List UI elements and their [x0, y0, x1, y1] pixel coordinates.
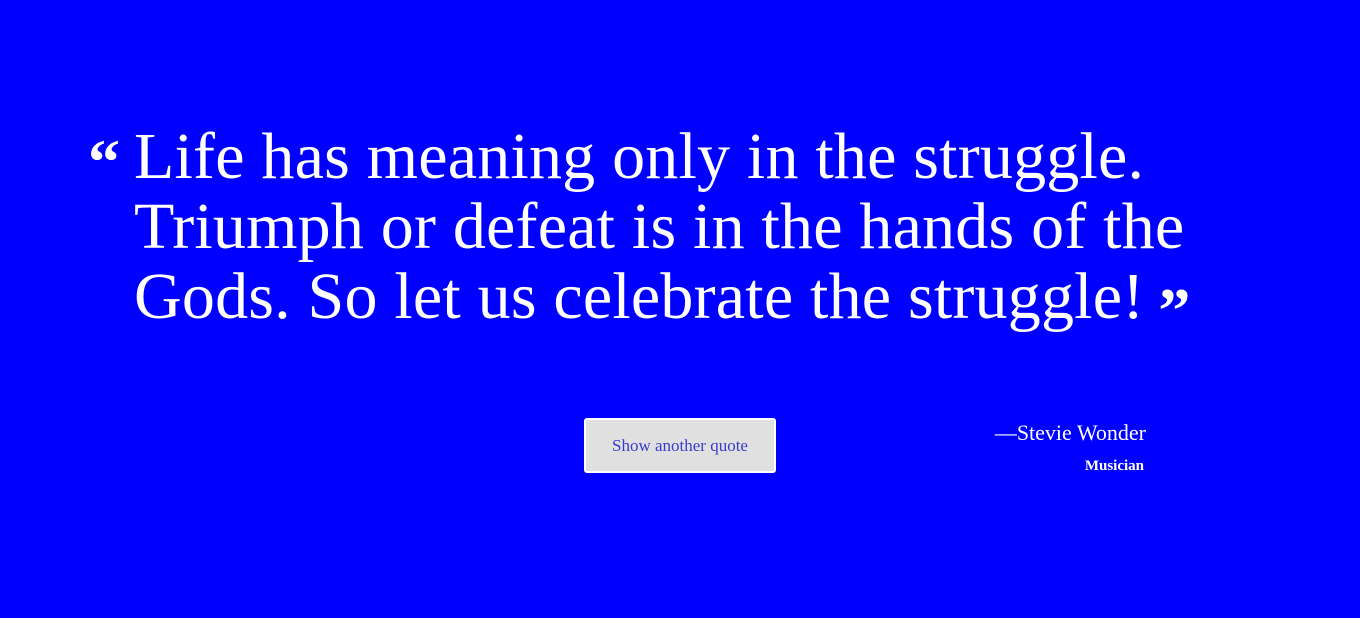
open-quote-icon: “ — [88, 126, 120, 197]
author-role: Musician — [1084, 458, 1144, 474]
show-another-quote-button[interactable]: Show another quote — [584, 418, 776, 473]
quote-text: Life has meaning only in the struggle. Triumph or defeat is in the hands of the Gods. So let us celebrate the struggle! ” — [134, 120, 1191, 346]
quote-body: Life has meaning only in the struggle. Triumph or defeat is in the hands of the Gods. So let us celebrate the struggle! — [134, 120, 1185, 333]
quote-block — [88, 120, 1248, 346]
quote-author: —Stevie Wonder — [994, 420, 1146, 445]
